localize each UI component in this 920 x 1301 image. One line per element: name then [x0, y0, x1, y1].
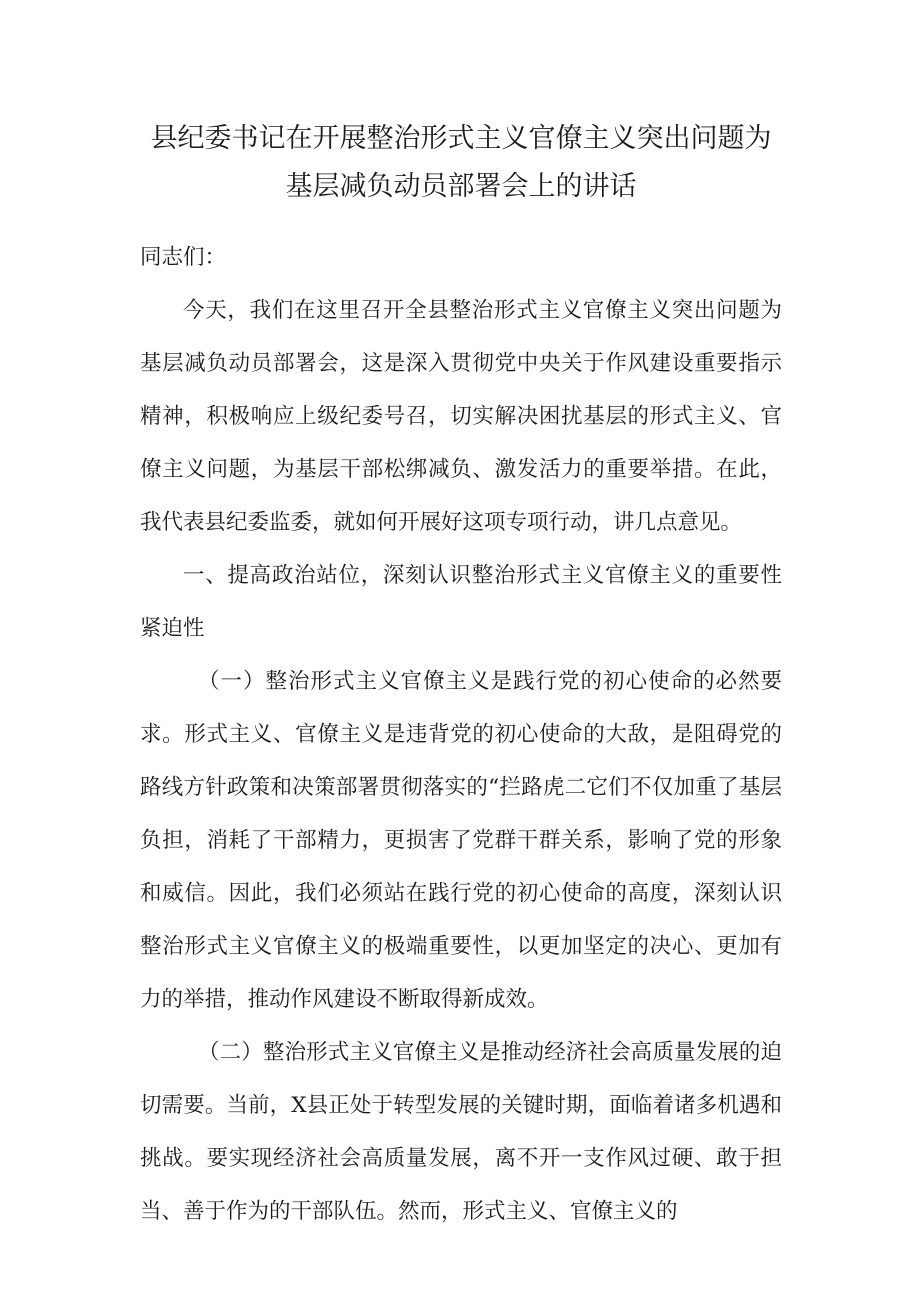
title-line-2: 基层减负动员部署会上的讲话 [285, 171, 637, 202]
salutation: 同志们： [140, 245, 227, 270]
paragraph-intro: 今天，我们在这里召开全县整治形式主义官僚主义突出问题为基层减负动员部署会，这是深入贯彻党中央关于作风建设重要指示精神，积极响应上级纪委号召，切实解决困扰基层的形式主义、官僚主义问题，为基层干部松绑减负、激发活力的重要举措。在此，我代表县纪委监委，就如何开展好这项专项行动，讲几点意见。 [140, 298, 782, 535]
subsection-2: （二）整治形式主义官僚主义是推动经济社会高质量发展的迫切需要。当前，X县正处于转型发展的关键时期，面临着诸多机遇和挑战。要实现经济社会高质量发展，离不开一支作风过硬、敢于担当、善于作为的干部队伍。然而，形式主义、官僚主义的 [140, 1040, 782, 1224]
document-body [140, 231, 782, 1238]
title-line-1: 县纪委书记在开展整治形式主义官僚主义突出问题为 [150, 123, 772, 154]
section-heading-1: 一、提高政治站位，深刻认识整治形式主义官僚主义的重要性紧迫性 [140, 563, 782, 641]
document-title [140, 115, 782, 211]
subsection-1: （一）整治形式主义官僚主义是践行党的初心使命的必然要求。形式主义、官僚主义是违背党的初心使命的大敌，是阻碍党的路线方针政策和决策部署贯彻落实的“拦路虎二它们不仅加重了基层负担，消耗了干部精力，更损害了党群干群关系，影响了党的形象和威信。因此，我们必须站在践行党的初心使命的高度，深刻认识整治形式主义官僚主义的极端重要性，以更加坚定的决心、更加有力的举措，推动作风建设不断取得新成效。 [140, 669, 782, 1012]
